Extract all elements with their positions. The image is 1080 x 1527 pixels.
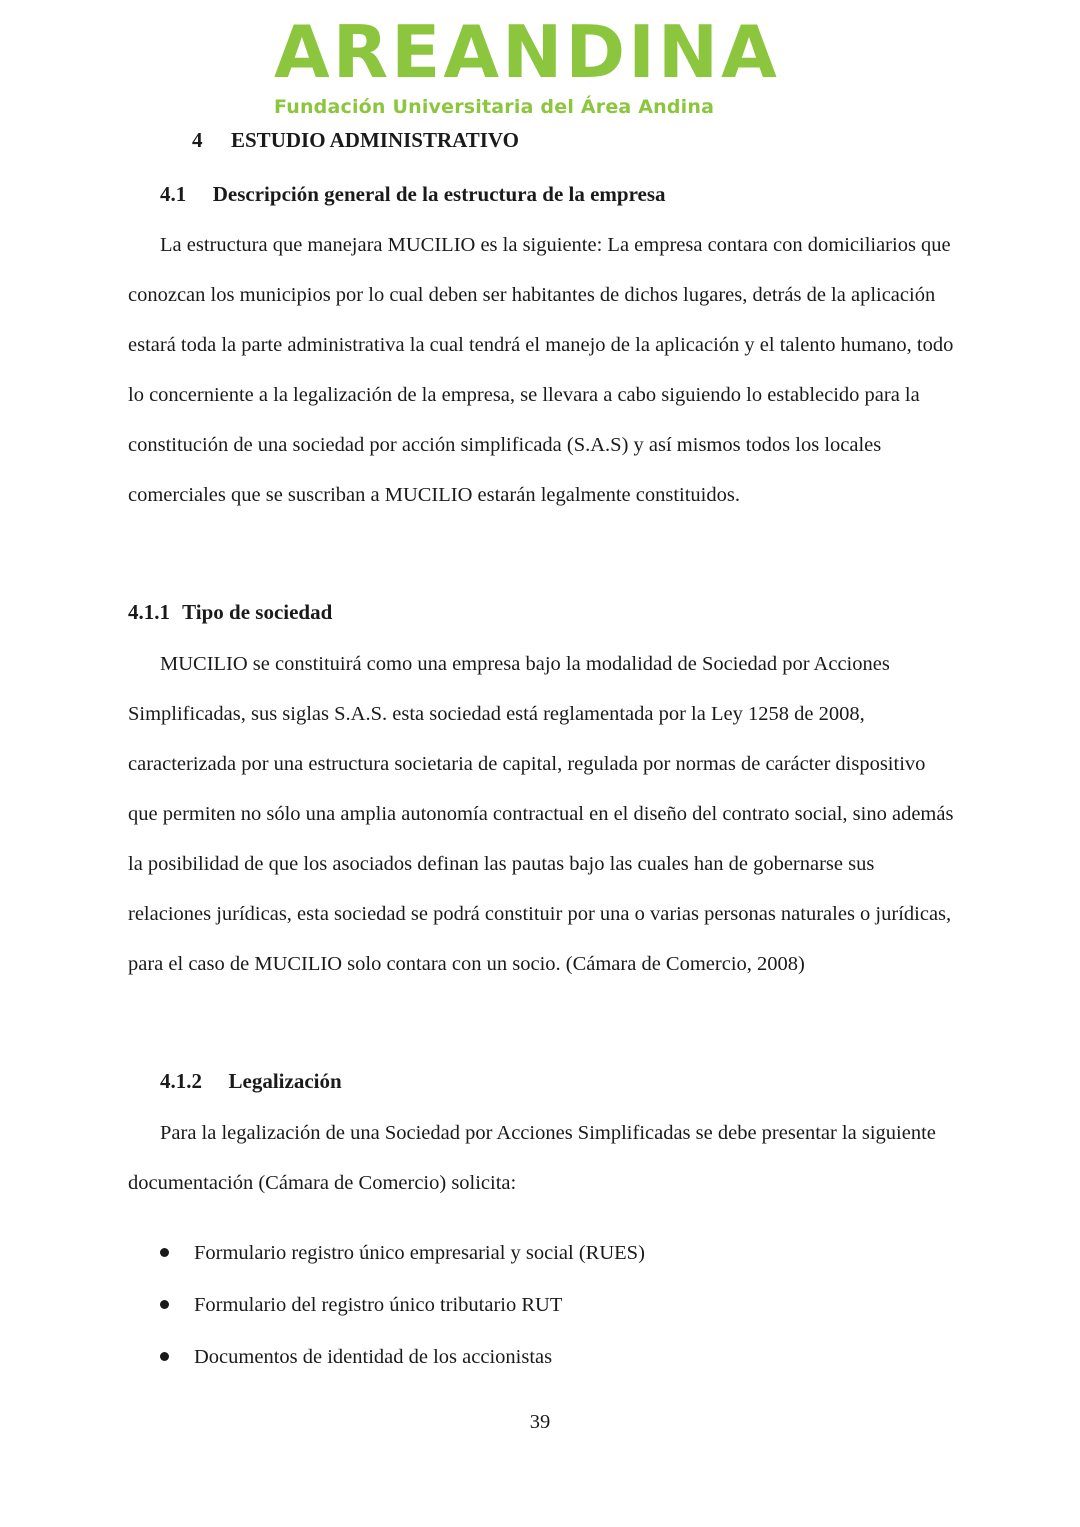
list-item: Formulario del registro único tributario RUT [160,1279,645,1331]
section-4-1-2-heading [160,1069,342,1094]
chapter-title: ESTUDIO ADMINISTRATIVO [231,128,520,152]
list-item: Formulario registro único empresarial y social (RUES) [160,1227,645,1279]
bullet-icon [160,1300,169,1309]
section-4-1-text: La estructura que manejara MUCILIO es la siguiente: La empresa contara con domiciliarios que conozcan los municipios por lo cual deben ser habitantes de dichos lugares, detrás de la aplicación estará toda la parte administrativa la cual tendrá el manejo de la aplicación y el talento humano, todo lo concerniente a la legalización de la empresa, se llevara a cabo siguiendo lo establecido para la constitución de una sociedad por acción simplificada (S.A.S) y así mismos todos los locales comerciales que se suscriban a MUCILIO estarán legalmente constituidos. [128,234,954,506]
list-item: Documentos de identidad de los accionistas [160,1331,645,1383]
section-4-1-title: Descripción general de la estructura de la empresa [212,182,666,206]
section-4-1-heading [160,182,666,207]
section-4-1-1-heading [128,600,332,625]
section-4-1-1-title: Tipo de sociedad [182,600,333,624]
areandina-logo [270,10,780,120]
page-number: 39 [529,1411,551,1433]
chapter-number: 4 [192,128,203,152]
section-4-1-2-title: Legalización [228,1069,342,1093]
logo-wordmark: AREANDINA [274,10,780,94]
section-4-1-number: 4.1 [160,182,187,206]
section-4-1-paragraph [128,220,958,520]
section-4-1-1-paragraph [128,639,958,989]
section-4-1-1-text: MUCILIO se constituirá como una empresa bajo la modalidad de Sociedad por Acciones Simplificadas, sus siglas S.A.S. esta sociedad está reglamentada por la Ley 1258 de 2008, caracterizada por una estructura societaria de capital, regulada por normas de carácter dispositivo que permiten no sólo una amplia autonomía contractual en el diseño del contrato social, sino además la posibilidad de que los asociados definan las pautas bajo las cuales han de gobernarse sus relaciones jurídicas, esta sociedad se podrá constituir por una o varias personas naturales o jurídicas, para el caso de MUCILIO solo contara con un socio. (Cámara de Comercio, 2008) [128,653,954,975]
section-4-1-1-number: 4.1.1 [128,600,170,624]
section-4-1-2-text: Para la legalización de una Sociedad por Acciones Simplificadas se debe presentar la siguiente documentación (Cámara de Comercio) solicita: [128,1122,936,1194]
chapter-heading [192,128,519,153]
section-4-1-2-paragraph [128,1108,958,1208]
bullet-icon [160,1352,169,1361]
requirements-list [160,1227,645,1383]
bullet-icon [160,1248,169,1257]
logo-subtitle: Fundación Universitaria del Área Andina [274,96,715,118]
section-4-1-2-number: 4.1.2 [160,1069,202,1093]
